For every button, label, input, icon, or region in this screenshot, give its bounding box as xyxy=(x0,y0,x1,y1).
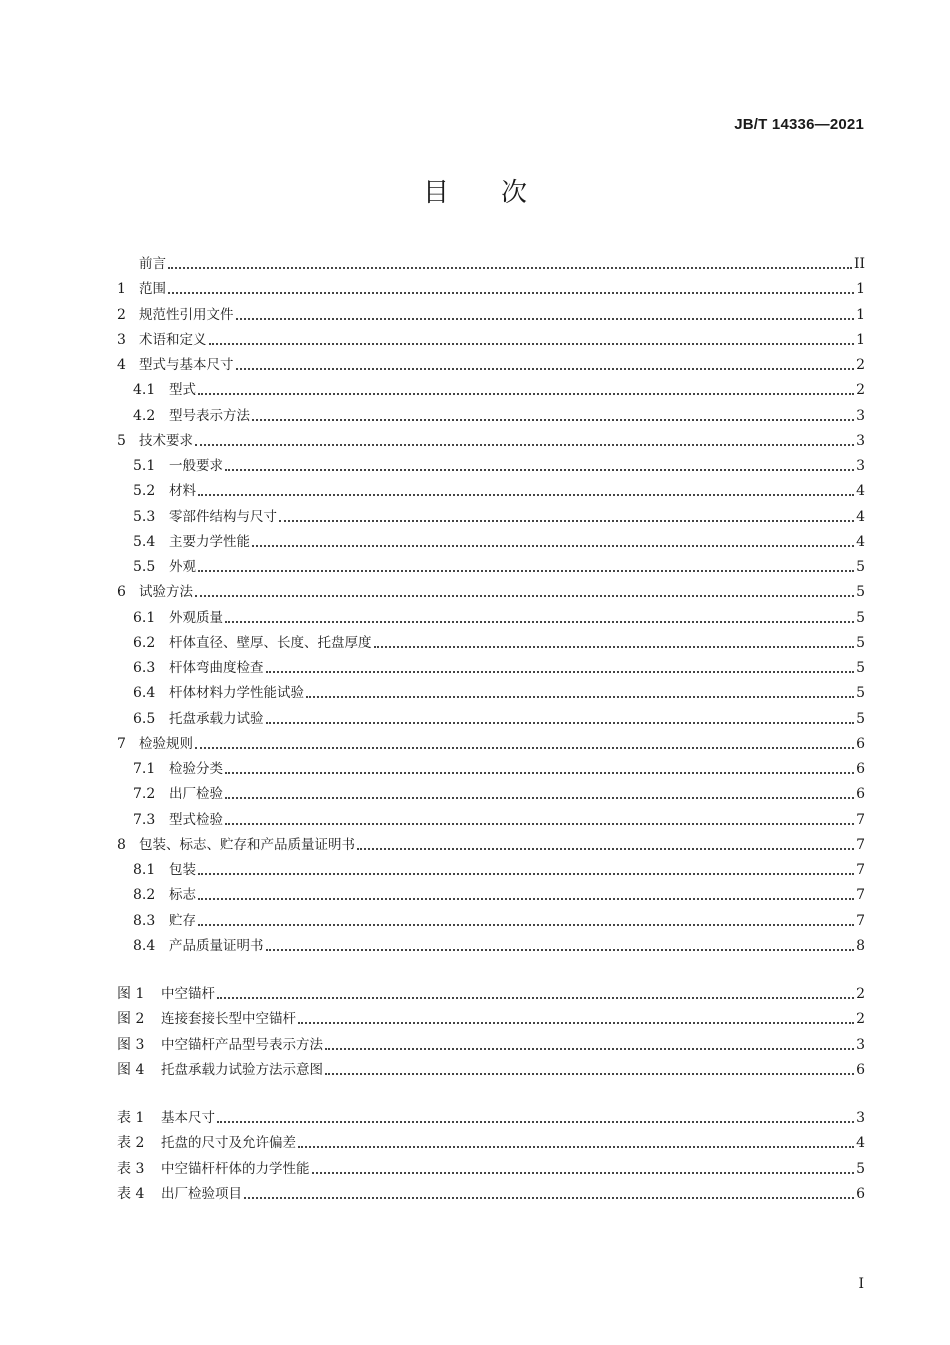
toc-entry[interactable] xyxy=(133,809,865,831)
dot-leader xyxy=(225,469,854,471)
toc-entry[interactable] xyxy=(133,859,865,881)
entry-page-number: 2 xyxy=(856,357,865,373)
entry-page-number: 5 xyxy=(856,1160,865,1177)
list-item[interactable] xyxy=(117,1132,865,1154)
dot-leader xyxy=(312,1172,855,1174)
dot-leader xyxy=(357,848,854,850)
toc-entry[interactable] xyxy=(117,354,865,376)
dot-leader xyxy=(298,1146,854,1148)
dot-leader xyxy=(198,494,854,496)
entry-page-number: 5 xyxy=(856,660,865,676)
entry-page-number: 6 xyxy=(856,1185,865,1202)
entry-label: 术语和定义 xyxy=(139,331,207,348)
entry-number: 6 xyxy=(117,584,126,601)
entry-page-number: 3 xyxy=(856,432,865,449)
list-item[interactable] xyxy=(117,983,865,1005)
entry-number: 表 3 xyxy=(117,1160,145,1177)
entry-page-number: 8 xyxy=(856,937,865,954)
entry-label: 型式与基本尺寸 xyxy=(139,357,234,373)
entry-number: 7 xyxy=(117,735,126,752)
entry-number: 6.5 xyxy=(133,710,156,727)
list-item[interactable] xyxy=(117,1059,865,1081)
toc-entry[interactable] xyxy=(133,405,865,427)
dot-leader xyxy=(217,997,854,999)
entry-number: 图 2 xyxy=(117,1011,145,1028)
dot-leader xyxy=(236,368,855,370)
entry-page-number: 7 xyxy=(856,836,865,853)
entry-page-number: 4 xyxy=(856,483,865,500)
toc-entry[interactable] xyxy=(133,556,865,578)
toc-entry[interactable] xyxy=(117,329,865,351)
dot-leader xyxy=(198,570,854,572)
list-item[interactable] xyxy=(117,1008,865,1030)
list-item[interactable] xyxy=(117,1034,865,1056)
entry-page-number: 6 xyxy=(856,735,865,752)
entry-number: 5.1 xyxy=(133,458,156,474)
entry-label: 型式 xyxy=(169,382,196,399)
entry-label: 贮存 xyxy=(169,912,196,929)
entry-page-number: 7 xyxy=(856,811,865,828)
toc-entry[interactable] xyxy=(117,834,865,856)
dot-leader xyxy=(225,823,854,825)
entry-label: 中空锚杆 xyxy=(161,986,215,1002)
entry-label: 产品质量证明书 xyxy=(169,937,264,954)
entry-label: 中空锚杆杆体的力学性能 xyxy=(161,1160,310,1177)
toc-entry[interactable] xyxy=(133,455,865,477)
entry-label: 试验方法 xyxy=(139,584,193,601)
entry-page-number: 7 xyxy=(856,887,865,904)
entry-number: 表 4 xyxy=(117,1185,145,1202)
entry-label: 规范性引用文件 xyxy=(139,306,234,323)
entry-number: 1 xyxy=(117,281,126,298)
entry-number: 8.3 xyxy=(133,912,156,929)
toc-entry[interactable] xyxy=(117,430,865,452)
entry-number: 5 xyxy=(117,432,126,449)
entry-label: 中空锚杆产品型号表示方法 xyxy=(161,1036,323,1053)
entry-number: 8.2 xyxy=(133,887,156,904)
entry-page-number: 1 xyxy=(856,281,865,298)
toc-entry[interactable] xyxy=(133,480,865,502)
dot-leader xyxy=(298,1022,854,1024)
entry-label: 出厂检验项目 xyxy=(161,1185,242,1202)
entry-label: 杆体材料力学性能试验 xyxy=(169,685,304,702)
entry-label: 基本尺寸 xyxy=(161,1110,215,1126)
dot-leader xyxy=(198,873,854,875)
dot-leader xyxy=(279,520,854,522)
toc-entry[interactable] xyxy=(117,581,865,603)
entry-page-number: 7 xyxy=(856,862,865,878)
dot-leader xyxy=(198,924,854,926)
entry-number: 图 4 xyxy=(117,1061,145,1078)
entry-number: 8 xyxy=(117,836,126,853)
entry-label: 托盘承载力试验方法示意图 xyxy=(161,1061,323,1078)
entry-number: 8.4 xyxy=(133,937,156,954)
entry-page-number: 5 xyxy=(856,559,865,575)
entry-page-number: 1 xyxy=(856,306,865,323)
entry-number: 5.3 xyxy=(133,508,156,525)
toc-entry[interactable] xyxy=(133,884,865,906)
entry-number: 图 3 xyxy=(117,1036,145,1053)
dot-leader xyxy=(209,343,855,345)
entry-label: 主要力学性能 xyxy=(169,533,250,550)
entry-label: 技术要求 xyxy=(139,432,193,449)
toc-entry[interactable] xyxy=(117,733,865,755)
entry-label: 标志 xyxy=(169,887,196,904)
dot-leader xyxy=(225,797,854,799)
page-title: 目次 xyxy=(422,178,579,208)
entry-page-number: 3 xyxy=(856,407,865,424)
entry-page-number: 4 xyxy=(856,508,865,525)
dot-leader xyxy=(325,1073,854,1075)
toc-entry[interactable] xyxy=(117,253,865,275)
entry-page-number: 6 xyxy=(856,761,865,777)
entry-label: 托盘的尺寸及允许偏差 xyxy=(161,1135,296,1152)
entry-label: 杆体直径、壁厚、长度、托盘厚度 xyxy=(169,634,372,651)
entry-page-number: 5 xyxy=(856,710,865,727)
entry-page-number: 2 xyxy=(856,986,865,1002)
entry-number: 5.4 xyxy=(133,533,156,550)
toc-entry[interactable] xyxy=(133,708,865,730)
toc-entry[interactable] xyxy=(133,607,865,629)
entry-number: 4.1 xyxy=(133,382,156,399)
entry-label: 材料 xyxy=(169,483,196,500)
dot-leader xyxy=(225,772,854,774)
entry-label: 包装 xyxy=(169,862,196,878)
dot-leader xyxy=(244,1197,854,1199)
entry-label: 托盘承载力试验 xyxy=(169,710,264,727)
entry-label: 外观质量 xyxy=(169,609,223,626)
toc-entry[interactable] xyxy=(133,379,865,401)
dot-leader xyxy=(225,621,854,623)
entry-number: 7.2 xyxy=(133,786,156,803)
dot-leader xyxy=(168,267,852,269)
toc-entry[interactable] xyxy=(133,506,865,528)
entry-number: 6.1 xyxy=(133,609,156,626)
entry-page-number: 1 xyxy=(856,331,865,348)
entry-number: 表 2 xyxy=(117,1135,145,1152)
dot-leader xyxy=(374,646,855,648)
dot-leader xyxy=(266,722,855,724)
entry-number: 5.5 xyxy=(133,559,156,575)
dot-leader xyxy=(195,444,854,446)
entry-number: 图 1 xyxy=(117,986,145,1002)
dot-leader xyxy=(217,1121,854,1123)
entry-number: 2 xyxy=(117,306,126,323)
dot-leader xyxy=(195,595,854,597)
entry-label: 一般要求 xyxy=(169,458,223,474)
entry-label: 杆体弯曲度检查 xyxy=(169,660,264,676)
entry-number: 5.2 xyxy=(133,483,156,500)
dot-leader xyxy=(168,292,854,294)
dot-leader xyxy=(198,898,854,900)
entry-page-number: 6 xyxy=(856,1061,865,1078)
entry-page-number: 3 xyxy=(856,1036,865,1053)
toc-entry[interactable] xyxy=(117,278,865,300)
entry-label: 前言 xyxy=(139,256,166,272)
entry-number: 4.2 xyxy=(133,407,156,424)
entry-label: 出厂检验 xyxy=(169,786,223,803)
entry-label: 包装、标志、贮存和产品质量证明书 xyxy=(139,836,355,853)
entry-label: 型式检验 xyxy=(169,811,223,828)
standard-number: JB/T 14336—2021 xyxy=(734,116,864,133)
dot-leader xyxy=(236,318,855,320)
entry-number: 7.3 xyxy=(133,811,156,828)
toc-entry[interactable] xyxy=(133,783,865,805)
toc-entry[interactable] xyxy=(133,531,865,553)
dot-leader xyxy=(266,949,855,951)
toc-entry[interactable] xyxy=(133,910,865,932)
entry-label: 零部件结构与尺寸 xyxy=(169,508,277,525)
entry-label: 范围 xyxy=(139,281,166,298)
entry-number: 4 xyxy=(117,357,126,373)
entry-page-number: 3 xyxy=(856,1110,865,1126)
entry-page-number: 5 xyxy=(856,634,865,651)
entry-page-number: 6 xyxy=(856,786,865,803)
entry-page-number: 7 xyxy=(856,912,865,929)
dot-leader xyxy=(252,419,854,421)
toc-entry[interactable] xyxy=(133,935,865,957)
entry-page-number: II xyxy=(853,256,865,272)
list-item[interactable] xyxy=(117,1158,865,1180)
entry-page-number: 4 xyxy=(856,1135,865,1152)
entry-label: 检验规则 xyxy=(139,735,193,752)
entry-page-number: 5 xyxy=(856,685,865,702)
entry-number: 6.4 xyxy=(133,685,156,702)
page-folio: I xyxy=(858,1276,864,1292)
entry-page-number: 5 xyxy=(856,584,865,601)
toc-entry[interactable] xyxy=(133,657,865,679)
entry-number: 8.1 xyxy=(133,862,156,878)
entry-page-number: 5 xyxy=(856,609,865,626)
entry-page-number: 2 xyxy=(856,1011,865,1028)
dot-leader xyxy=(195,747,854,749)
toc-entry[interactable] xyxy=(133,632,865,654)
entry-label: 型号表示方法 xyxy=(169,407,250,424)
entry-label: 外观 xyxy=(169,559,196,575)
entry-page-number: 2 xyxy=(856,382,865,399)
dot-leader xyxy=(266,671,855,673)
toc-entry[interactable] xyxy=(133,758,865,780)
entry-number: 7.1 xyxy=(133,761,156,777)
entry-number: 表 1 xyxy=(117,1110,145,1126)
entry-number: 3 xyxy=(117,331,126,348)
dot-leader xyxy=(252,545,854,547)
toc-entry[interactable] xyxy=(133,682,865,704)
entry-number: 6.2 xyxy=(133,634,156,651)
list-item[interactable] xyxy=(117,1107,865,1129)
entry-number: 6.3 xyxy=(133,660,156,676)
entry-label: 连接套接长型中空锚杆 xyxy=(161,1011,296,1028)
dot-leader xyxy=(198,393,854,395)
entry-page-number: 4 xyxy=(856,533,865,550)
list-item[interactable] xyxy=(117,1183,865,1205)
entry-label: 检验分类 xyxy=(169,761,223,777)
toc-entry[interactable] xyxy=(117,304,865,326)
dot-leader xyxy=(306,696,854,698)
entry-page-number: 3 xyxy=(856,458,865,474)
dot-leader xyxy=(325,1048,854,1050)
